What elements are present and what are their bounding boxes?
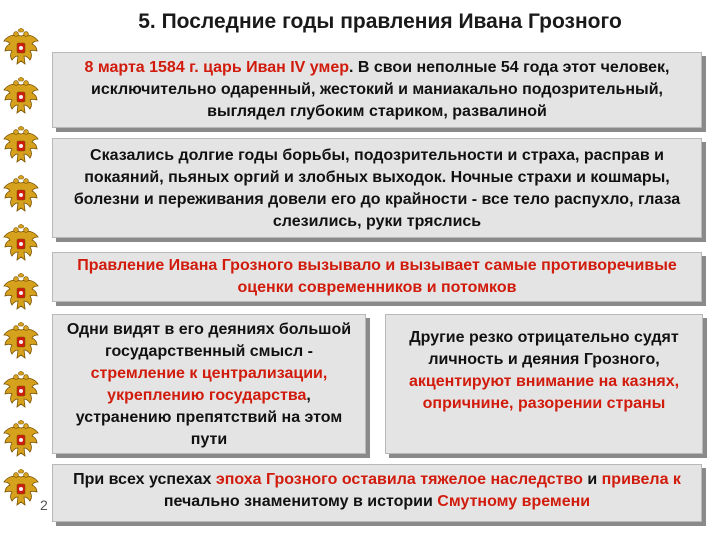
legacy-text-2: и (582, 471, 602, 488)
legacy-text-1: При всех успехах (73, 471, 216, 488)
double-headed-eagle-icon (2, 469, 40, 509)
death-box (52, 52, 702, 128)
double-headed-eagle-icon (2, 28, 40, 68)
death-box-text: . В свои неполные 54 года этот человек, исключительно одаренный, жестокий и маниакально подозрительный, выглядел глубоким стариком, развалиной (91, 59, 670, 120)
double-headed-eagle-icon (2, 224, 40, 264)
double-headed-eagle-icon (2, 273, 40, 313)
decline-box (52, 138, 702, 238)
positive-view-box (52, 314, 366, 454)
slide-title: 5. Последние годы правления Ивана Грозного (138, 10, 622, 33)
assessment-box (52, 252, 702, 302)
legacy-box (52, 464, 702, 522)
assessment-box-text: Правление Ивана Грозного вызывало и вызывает самые противоречивые оценки современников и потомков (77, 257, 677, 296)
decline-box-text: Сказались долгие годы борьбы, подозрительности и страха, расправ и покаяний, пьяных оргий и злобных выходок. Ночные страхи и кошмары, болезни и переживания довели его до крайности - все тело распухло, глаза слезились, руки тряслись (73, 147, 681, 230)
legacy-highlight-2: привела к (601, 471, 681, 488)
double-headed-eagle-icon (2, 175, 40, 215)
double-headed-eagle-icon (2, 322, 40, 362)
double-headed-eagle-icon (2, 420, 40, 460)
legacy-text-3: печально знаменитому в истории (163, 493, 438, 510)
legacy-highlight-3: Смутному времени (437, 493, 591, 510)
eagle-column (0, 28, 44, 538)
positive-view-tail: , устранению препятствий на этом пути (75, 387, 343, 448)
positive-view-text: Одни видят в его деяниях большой государственный смысл - (66, 321, 352, 360)
double-headed-eagle-icon (2, 126, 40, 166)
death-date-highlight: 8 марта 1584 г. царь Иван IV умер (84, 59, 349, 76)
double-headed-eagle-icon (2, 77, 40, 117)
legacy-highlight-1: эпоха Грозного оставила тяжелое наследство (215, 471, 583, 488)
negative-view-highlight: акцентируют внимание на казнях, опричнине, разорении страны (408, 373, 680, 412)
negative-view-text: Другие резко отрицательно судят личность и деяния Грозного, (409, 329, 679, 368)
positive-view-highlight: стремление к централизации, укреплению государства (90, 365, 328, 404)
double-headed-eagle-icon (2, 371, 40, 411)
page-number: 2 (40, 497, 48, 513)
negative-view-box (385, 314, 703, 454)
